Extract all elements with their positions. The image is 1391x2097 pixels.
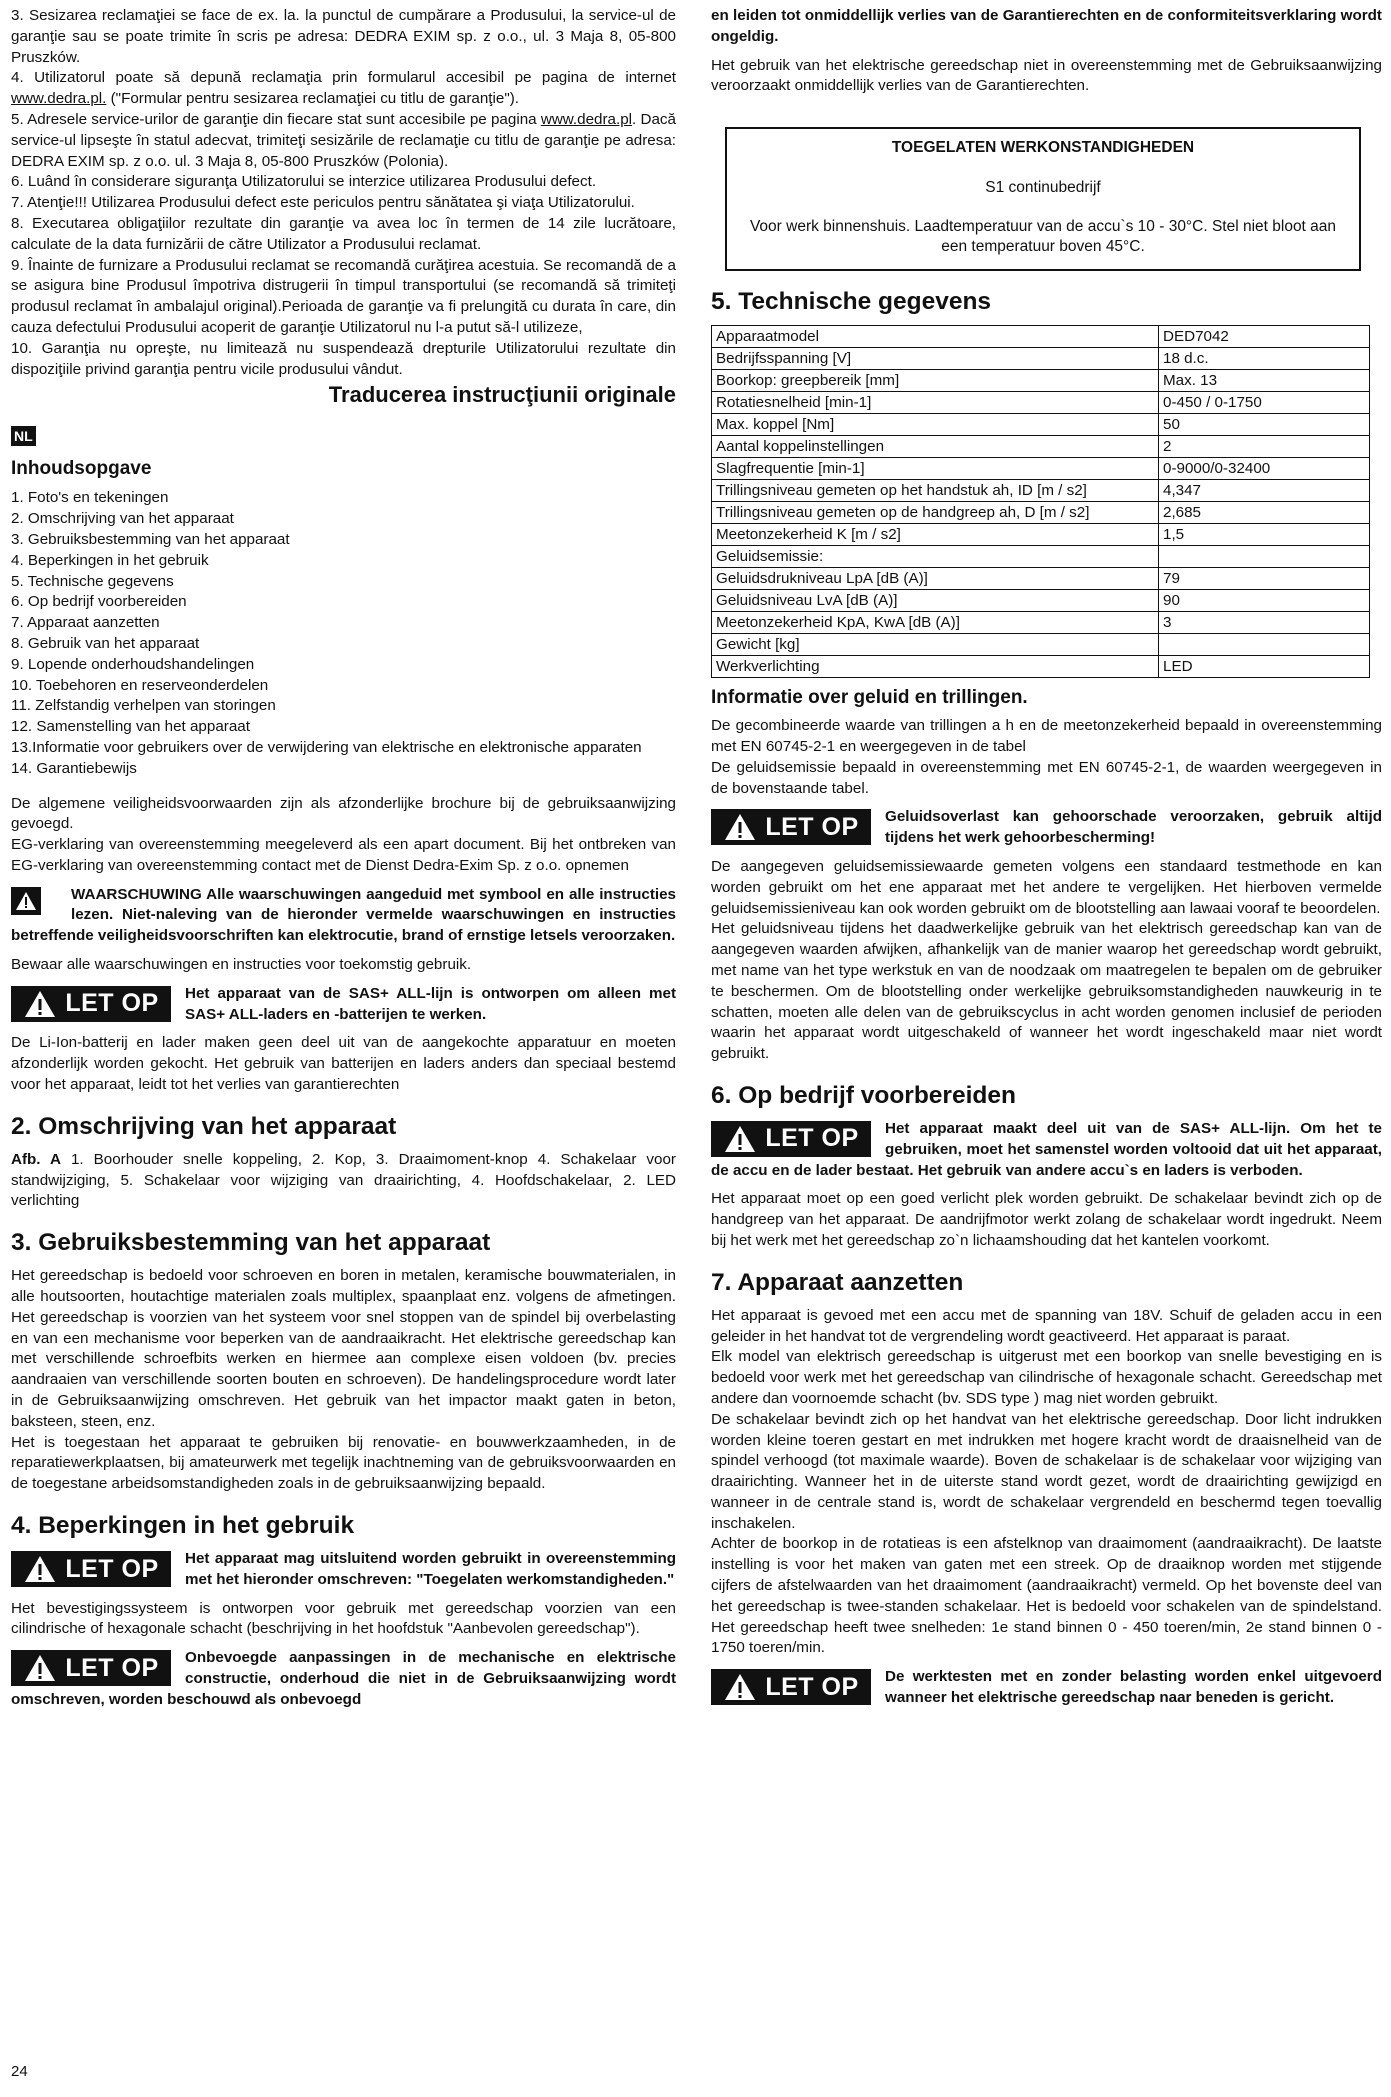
toc-item: 5. Technische gegevens <box>11 572 174 590</box>
letop-block-1 <box>11 984 676 1026</box>
toc-item: 12. Samenstelling van het apparaat <box>11 718 250 736</box>
page-number: 24 <box>11 2063 28 2080</box>
continuation-para: Het gebruik van het elektrische gereedschap niet in overeenstemming met de Gebruiksaanwijzing veroorzaakt onmiddellijk verlies van de Garantierechten. <box>711 56 1382 95</box>
letop-block-3 <box>11 1648 676 1710</box>
letop-badge: LET OP <box>711 1121 871 1157</box>
warning-triangle-icon <box>23 1554 57 1584</box>
warranty-item-5: 5. Adresele service-urilor de garanţie din fiecare stat sunt accesibile pe pagina www.dedra.pl. Dacă service-ul lipseşte în statul adecvat, trimiteţi sesizările de reclamaţie cu titlu de garanţie pe adresa: DEDRA EXIM sp. z o.o. ul. 3 Maja 8, 05-800 Pruszków (Polonia). <box>11 110 676 170</box>
translation-heading: Traducerea instrucţiunii originale <box>328 382 676 408</box>
spec-row <box>712 502 1370 524</box>
letop-text-4: Geluidsoverlast kan gehoorschade veroorzaken, gebruik altijd tijdens het werk gehoorbescherming! <box>885 808 1382 847</box>
warranty-item-6: 6. Luând în considerare siguranţa Utilizatorului se interzice utilizarea Produsului defect. <box>11 173 597 191</box>
continuation-bold: en leiden tot onmiddellijk verlies van de Garantierechten en de conformiteitsverklaring wordt ongeldig. <box>711 7 1382 45</box>
box-note: Voor werk binnenshuis. Laadtemperatuur van de accu`s 10 - 30°C. Stel niet bloot aan een temperatuur boven 45°C. <box>749 218 1337 256</box>
letop-block-2 <box>11 1549 676 1591</box>
toc-item: 1. Foto's en tekeningen <box>11 489 169 507</box>
toc-item: 13.Informatie voor gebruikers over de verwijdering van elektrische en elektronische apparaten <box>11 738 642 756</box>
spec-row <box>712 370 1370 392</box>
info-title: Informatie over geluid en trillingen. <box>711 687 1028 709</box>
spec-value: 90 <box>1159 590 1370 612</box>
toc-item: 2. Omschrijving van het apparaat <box>11 510 234 528</box>
letop-block-4 <box>711 807 1382 849</box>
dedra-link-2[interactable]: www.dedra.pl <box>540 110 633 128</box>
letop-block-5 <box>711 1119 1382 1181</box>
spec-row <box>712 568 1370 590</box>
warranty-item-10: 10. Garanţia nu opreşte, nu limitează nu suspendează drepturile Utilizatorului rezultate din dispoziţiile privind garanţia pentru vicile produsului vândut. <box>11 339 676 378</box>
spec-row <box>712 480 1370 502</box>
toc-title: Inhoudsopgave <box>11 458 152 480</box>
spec-row <box>712 392 1370 414</box>
box-mode: S1 continubedrijf <box>985 179 1101 197</box>
spec-key: Trillingsniveau gemeten op het handstuk ah, ID [m / s2] <box>712 480 1159 502</box>
warranty-item-8: 8. Executarea obligaţiilor rezultate din garanţie va avea loc în termen de 14 zile lucrătoare, calculate de la data furnizării de către Utilizator a Produsului reclamat. <box>11 214 676 253</box>
warning-triangle-icon <box>723 1124 757 1154</box>
spec-row <box>712 414 1370 436</box>
letop-text-3: Onbevoegde aanpassingen in de mechanische en elektrische constructie, onderhoud die niet in de Gebruiksaanwijzing wordt omschreven, worden beschouwd als onbevoegd <box>11 1649 676 1708</box>
section-2-title: 2. Omschrijving van het apparaat <box>11 1112 397 1140</box>
language-badge-nl: NL <box>11 426 36 446</box>
spec-value: 50 <box>1159 414 1370 436</box>
spec-table <box>711 325 1370 678</box>
spec-row <box>712 546 1370 568</box>
warning-triangle-icon <box>723 1672 757 1702</box>
spec-value <box>1159 546 1370 568</box>
section-3-para-2: Het is toegestaan het apparaat te gebruiken bij renovatie- en bouwwerkzaamheden, in de reparatiewerkplaatsen, bij amateurwerk met tegelijk inachtneming van de gebruiksvoorwaarden en de toegestane arbeidsomstandigheden zoals in de gebruiksaanwijzing bepaald. <box>11 1433 676 1493</box>
letop-text-2: Het apparaat mag uitsluitend worden gebruikt in overeenstemming met het hieronder omschreven: "Toegelaten werkomstandigheden." <box>185 1550 676 1588</box>
section-4-title: 4. Beperkingen in het gebruik <box>11 1512 355 1540</box>
warning-triangle-icon <box>23 989 57 1019</box>
general-safety-note: De algemene veiligheidsvoorwaarden zijn als afzonderlijke brochure bij de gebruiksaanwijzing gevoegd. <box>11 794 676 833</box>
spec-key: Boorkop: greepbereik [mm] <box>712 370 1159 392</box>
spec-value: 18 d.c. <box>1159 348 1370 370</box>
toc-item: 7. Apparaat aanzetten <box>11 614 160 632</box>
table-of-contents <box>11 488 676 779</box>
toc-item: 8. Gebruik van het apparaat <box>11 634 200 652</box>
spec-key: Geluidsniveau LvA [dB (A)] <box>712 590 1159 612</box>
spec-table-body <box>712 326 1370 678</box>
warranty-item-3: 3. Sesizarea reclamaţiei se face de ex. la. la punctul de cumpărare a Produsului, la service-ul de garanţie sau se poate trimite în scris pe adresa: DEDRA EXIM sp. z o.o., ul. 3 Maja 8, 05-800 Pruszków. <box>11 7 676 66</box>
toc-item: 11. Zelfstandig verhelpen van storingen <box>11 697 276 715</box>
spec-row <box>712 612 1370 634</box>
letop-badge: LET OP <box>711 1669 871 1705</box>
toc-item: 6. Op bedrijf voorbereiden <box>11 593 187 611</box>
spec-key: Bedrijfsspanning [V] <box>712 348 1159 370</box>
left-column <box>11 6 676 1711</box>
section-7-para-2: Elk model van elektrisch gereedschap is uitgerust met een boorkop van snelle bevestiging en is bedoeld voor werk met het gereedschap van cilindrische of hexagonale schacht. Gereedschap met andere dan voornoemde schacht (bv. SDS type ) mag niet worden gebruikt. <box>711 1348 1382 1407</box>
section-7-para-1: Het apparaat is gevoed met een accu met de spanning van 18V. Schuif de geladen accu in een geleider in het handvat tot de vergrendeling wordt geactiveerd. Het apparaat is paraat. <box>711 1306 1382 1345</box>
spec-row <box>712 458 1370 480</box>
spec-row <box>712 590 1370 612</box>
spec-value: 0-9000/0-32400 <box>1159 458 1370 480</box>
spec-value: 2 <box>1159 436 1370 458</box>
letop-text-1: Het apparaat van de SAS+ ALL-lijn is ontworpen om alleen met SAS+ ALL-laders en -batterijen te werken. <box>185 984 676 1023</box>
spec-key: Gewicht [kg] <box>712 634 1159 656</box>
letop-text-5: Het apparaat maakt deel uit van de SAS+ ALL-lijn. Om het te gebruiken, moet het samenstel worden voltooid dat uit het apparaat, de accu en de lader bestaat. Het gebruik van andere accu`s en laders is verboden. <box>711 1119 1382 1179</box>
spec-value <box>1159 634 1370 656</box>
spec-key: Rotatiesnelheid [min-1] <box>712 392 1159 414</box>
noise-para-2: Het geluidsniveau tijdens het daadwerkelijke gebruik van het elektrisch gereedschap kan van de aangegeven waarden afwijken, afhankelijk van de manier waarop het gereedschap wordt gebruikt, met name van het type werkstuk en van de noodzaak om maatregelen te bepalen om de gebruiker te beschermen. Om de blootstelling onder werkelijke gebruiksomstandigheden nauwkeurig in te schatten, moeten alle delen van de gebruikscyclus in acht worden genomen inclusief de perioden waarin het apparaat wordt uitgeschakeld of wanneer het wordt ingeschakeld maar niet wordt gebruikt. <box>711 920 1382 1063</box>
spec-value: 0-450 / 0-1750 <box>1159 392 1370 414</box>
warranty-item-9: 9. Înainte de furnizare a Produsului reclamat se recomandă curăţirea acestuia. Se recomandă de a se asigura bine Produsul împotriva distrugerii în timpul transportului (se recomandă să trimiteţi produsul reclamat în ambalajul original).Perioada de garanţie va fi prelungită cu durata în care, din cauza defectului Produsului acoperit de garanţie Utilizatorul nu l-a putut să-l utilizeze, <box>11 256 676 336</box>
section-4-para-1: Het bevestigingssysteem is ontworpen voor gebruik met gereedschap voorzien van een cilindrische of hexagonale schacht (beschrijving in het hoofdstuk "Aanbevolen gereedschap"). <box>11 1599 676 1638</box>
toc-item: 10. Toebehoren en reserveonderdelen <box>11 676 269 694</box>
spec-value: LED <box>1159 656 1370 678</box>
section-7-title: 7. Apparaat aanzetten <box>711 1268 964 1296</box>
box-title: TOEGELATEN WERKONSTANDIGHEDEN <box>891 139 1195 157</box>
spec-key: Werkverlichting <box>712 656 1159 678</box>
letop-badge: LET OP <box>711 809 871 845</box>
section-3-title: 3. Gebruiksbestemming van het apparaat <box>11 1229 491 1257</box>
toc-item: 14. Garantiebewijs <box>11 759 137 777</box>
spec-row <box>712 656 1370 678</box>
spec-row <box>712 634 1370 656</box>
spec-key: Apparaatmodel <box>712 326 1159 348</box>
spec-key: Geluidsemissie: <box>712 546 1159 568</box>
spec-key: Slagfrequentie [min-1] <box>712 458 1159 480</box>
info-para-2: De geluidsemissie bepaald in overeenstemming met EN 60745-2-1, de waarden weergegeven in de bovenstaande tabel. <box>711 758 1382 797</box>
warning-triangle-icon <box>723 812 757 842</box>
eg-declaration-note: EG-verklaring van overeenstemming meegeleverd als een apart document. Bij het ontbreken van EG-verklaring van overeenstemming contact met de Dienst Dedra-Exim Sp. z o.o. opnemen <box>11 836 676 874</box>
spec-value: 1,5 <box>1159 524 1370 546</box>
spec-value: Max. 13 <box>1159 370 1370 392</box>
warranty-item-7: 7. Atenţie!!! Utilizarea Produsului defect este periculos pentru sănătatea şi viaţa Utilizatorului. <box>11 194 635 212</box>
spec-value: 3 <box>1159 612 1370 634</box>
letop-text-6: De werktesten met en zonder belasting worden enkel uitgevoerd wanneer het elektrische gereedschap naar beneden is gericht. <box>885 1668 1382 1707</box>
spec-row <box>712 436 1370 458</box>
section-7-para-4: Achter de boorkop in de rotatieas is een afstelknop van draaimoment (aandraaikracht). De laatste instelling is voor het maken van gaten met een streek. Op de draaiknop worden met stijgende cijfers de afstelwaarden van het draaimoment (aandraaikracht) vermeld. Op het bovenste deel van het gereedschap is twee-standen schakelaar. Het is bedoeld voor schakelen van de spindelstand. Het gereedschap heeft twee snelheden: 1e stand binnen 0 - 450 toeren/min, 2e stand binnen 0 - 1750 toeren/min. <box>711 1535 1382 1657</box>
spec-value: 2,685 <box>1159 502 1370 524</box>
letop-badge: LET OP <box>11 986 171 1022</box>
section-6-title: 6. Op bedrijf voorbereiden <box>711 1081 1016 1109</box>
section-3-para-1: Het gereedschap is bedoeld voor schroeven en boren in metalen, keramische bouwmaterialen, in alle houtsoorten, houtachtige materialen zoals multiplex, spaanplaat enz. volgens de afmetingen. Het gereedschap is voorzien van het systeem voor snel stoppen van de spindel bij overbelasting en van een mechanisme voor beperken van de aandraaikracht. Het elektrische gereedschap kan met verschillende schroefbits werken en hiermee aan complexe eisen voldoen (bv. precies aandraaien van verschillende soorten bouten en schroeven). De handelingsprocedure wordt later in de Gebruiksaanwijzing omschreven. Het gebruik van het impactor maakt gaten in beton, baksteen, steen, enz. <box>11 1267 676 1430</box>
section-6-para-1: Het apparaat moet op een goed verlicht plek worden gebruikt. De schakelaar bevindt zich op de handgreep van het apparaat. De aandrijfmotor werkt zolang de schakelaar wordt ingedrukt. Neem bij het werk met het gereedschap zo`n lichaamshouding dat het kantelen voorkomt. <box>711 1190 1382 1249</box>
toc-item: 9. Lopende onderhoudshandelingen <box>11 655 255 673</box>
toc-item: 4. Beperkingen in het gebruik <box>11 551 209 569</box>
spec-row <box>712 524 1370 546</box>
noise-para-1: De aangegeven geluidsemissiewaarde gemeten volgens een standaard testmethode en kan worden gebruikt om het ene apparaat met het andere te vergelijken. Het hierboven vermelde geluidsemissieniveau kan ook worden gebruikt om de blootstelling aan lawaai vooraf te beoordelen. <box>711 857 1382 917</box>
section-7-para-3: De schakelaar bevindt zich op het handvat van het elektrische gereedschap. Door licht indrukken worden kleine toeren gestart en met indrukken met hogere kracht wordt de draaisnelheid van de spindel verhoogd (tot maximale waarde). Boven de schakelaar is de schakelaar voor wijziging van draairichting. Wanneer het in de uiterste stand wordt gezet, wordt de draairichting gewijzigd en wanneer in de centrale stand is, wordt de schakelaar vergrendeld en beschermd tegen toevallig inschakelen. <box>711 1410 1382 1532</box>
spec-row <box>712 326 1370 348</box>
warranty-item-4: 4. Utilizatorul poate să depună reclamaţia prin formularul accesibil pe pagina de internet www.dedra.pl. ("Formular pentru sesizarea reclamaţiei cu titlu de garanţie"). <box>11 69 676 108</box>
battery-note: De Li-Ion-batterij en lader maken geen deel uit van de aangekochte apparatuur en moeten afzonderlijk worden gekocht. Het gebruik van batterijen en laders anders dan speciaal bestemd voor het apparaat, leidt tot het verlies van garantierechten <box>11 1034 676 1094</box>
spec-key: Trillingsniveau gemeten op de handgreep ah, D [m / s2] <box>712 502 1159 524</box>
spec-key: Geluidsdrukniveau LpA [dB (A)] <box>712 568 1159 590</box>
dedra-link-1[interactable]: www.dedra.pl. <box>11 90 107 108</box>
section-2-text: Afb. A 1. Boorhouder snelle koppeling, 2. Kop, 3. Draaimoment-knop 4. Schakelaar voor standwijziging, 5. Schakelaar voor wijziging van draairichting, 4. Hoofdschakelaar, 2. LED verlichting <box>11 1150 676 1210</box>
warning-block <box>11 885 676 947</box>
info-para-1: De gecombineerde waarde van trillingen a h en de meetonzekerheid bepaald in overeenstemming met EN 60745-2-1 en weergegeven in de tabel <box>711 717 1382 755</box>
section-5-title: 5. Technische gegevens <box>711 288 992 316</box>
spec-key: Aantal koppelinstellingen <box>712 436 1159 458</box>
toc-item: 3. Gebruiksbestemming van het apparaat <box>11 530 290 548</box>
letop-block-6 <box>711 1667 1382 1709</box>
warning-triangle-icon <box>11 887 41 915</box>
spec-key: Meetonzekerheid K [m / s2] <box>712 524 1159 546</box>
spec-key: Max. koppel [Nm] <box>712 414 1159 436</box>
right-column <box>711 6 1382 1709</box>
spec-key: Meetonzekerheid KpA, KwA [dB (A)] <box>712 612 1159 634</box>
keep-warnings-note: Bewaar alle waarschuwingen en instructies voor toekomstig gebruik. <box>11 956 472 974</box>
spec-value: 79 <box>1159 568 1370 590</box>
spec-value: 4,347 <box>1159 480 1370 502</box>
spec-row <box>712 348 1370 370</box>
warning-text: WAARSCHUWING Alle waarschuwingen aangeduid met symbool en alle instructies lezen. Niet-naleving van de hieronder vermelde waarschuwingen en instructies betreffende veiligheidsvoorschriften kan elektrocutie, brand of ernstige letsels veroorzaken. <box>11 885 676 945</box>
letop-badge: LET OP <box>11 1551 171 1587</box>
letop-badge: LET OP <box>11 1650 171 1686</box>
work-conditions-box <box>725 127 1361 271</box>
warning-triangle-icon <box>23 1653 57 1683</box>
spec-value: DED7042 <box>1159 326 1370 348</box>
